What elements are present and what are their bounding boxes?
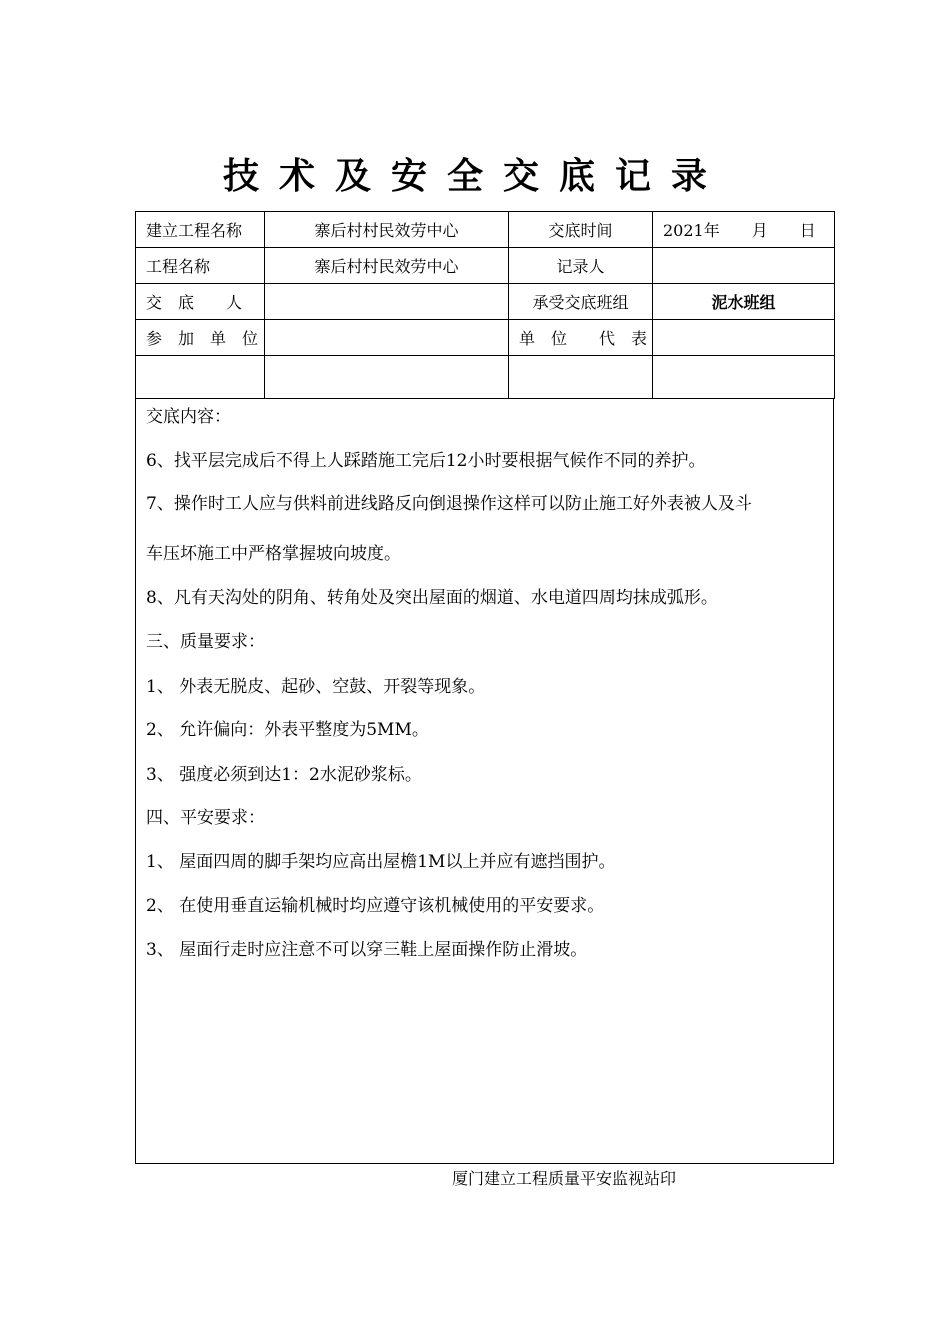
participating-unit-value: [265, 320, 509, 356]
briefing-content-box: [135, 399, 834, 1164]
table-row: [136, 248, 835, 284]
receiving-team-label: 承受交底班组: [509, 284, 653, 320]
table-row: [136, 284, 835, 320]
content-line: 7、操作时工人应与供料前进线路反向倒退操作这样可以防止施工好外表被人及斗: [146, 494, 752, 514]
content-line: 三、质量要求：: [146, 632, 265, 652]
content-line: 四、平安要求：: [146, 808, 265, 828]
content-line: 3、 屋面行走时应注意不可以穿三鞋上屋面操作防止滑坡。: [146, 940, 588, 960]
unit-representative-label: 单 位 代 表: [509, 320, 653, 356]
page-title: 技术及安全交底记录: [222, 155, 727, 197]
table-row-empty: [136, 356, 835, 399]
table-row: [136, 212, 835, 248]
briefer-label: 交 底 人: [136, 284, 265, 320]
briefing-time-label: 交底时间: [509, 212, 653, 248]
receiving-team-value: 泥水班组: [653, 284, 835, 320]
unit-representative-value: [653, 320, 835, 356]
content-line: 8、凡有天沟处的阴角、转角处及突出屋面的烟道、水电道四周均抹成弧形。: [146, 588, 718, 608]
content-line: 3、 强度必须到达1：2水泥砂浆标。: [146, 765, 422, 785]
empty-cell: [136, 356, 265, 399]
participating-unit-label: 参 加 单 位: [136, 320, 265, 356]
issuer-footer: 厦门建立工程质量平安监视站印: [452, 1169, 677, 1188]
content-line: 车压坏施工中严格掌握坡向坡度。: [146, 544, 401, 564]
briefer-value: [265, 284, 509, 320]
content-heading: 交底内容：: [146, 407, 231, 427]
empty-cell: [265, 356, 509, 399]
empty-cell: [509, 356, 653, 399]
info-table: [135, 211, 835, 399]
content-line: 2、 允许偏向：外表平整度为5MM。: [146, 720, 429, 740]
project-name-value: 寨后村村民效劳中心: [265, 212, 509, 248]
empty-cell: [653, 356, 835, 399]
recorder-label: 记录人: [509, 248, 653, 284]
content-line: 2、 在使用垂直运输机械时均应遵守该机械使用的平安要求。: [146, 896, 605, 916]
content-line: 6、找平层完成后不得上人踩踏施工完后12小时要根据气候作不同的养护。: [146, 451, 706, 471]
content-line: 1、 屋面四周的脚手架均应高出屋檐1M以上并应有遮挡围护。: [146, 852, 616, 872]
work-name-value: 寨后村村民效劳中心: [265, 248, 509, 284]
work-name-label: 工程名称: [136, 248, 265, 284]
project-name-label: 建立工程名称: [136, 212, 265, 248]
briefing-time-value: 2021年 月 日: [653, 212, 835, 248]
recorder-value: [653, 248, 835, 284]
table-row: [136, 320, 835, 356]
content-line: 1、 外表无脱皮、起砂、空鼓、开裂等现象。: [146, 677, 486, 697]
